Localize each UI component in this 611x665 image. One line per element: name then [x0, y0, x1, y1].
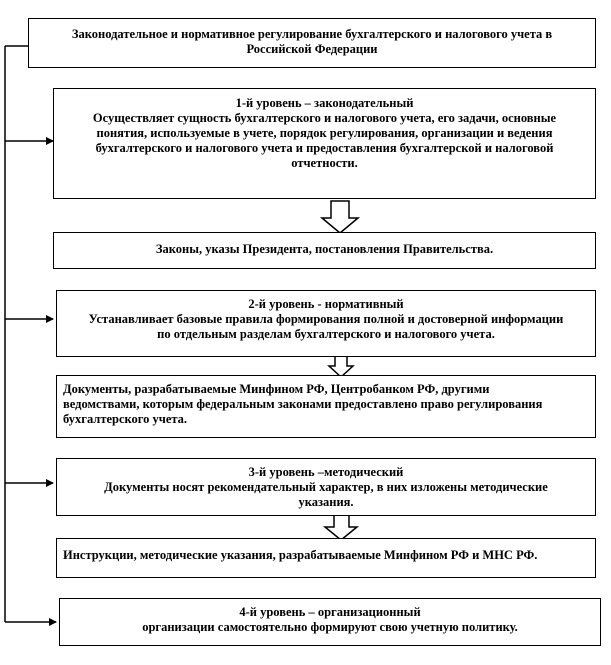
top-line-2: Российской Федерации: [246, 42, 378, 56]
level3-line-1: Документы носят рекомендательный характер, в них изложены методические: [104, 480, 548, 494]
level1-title: 1-й уровень – законодательный: [235, 96, 414, 110]
top-line-1: Законодательное и нормативное регулирование бухгалтерского и налогового учета в: [71, 27, 553, 41]
level1-line-3: бухгалтерского и налогового учета и предоставления бухгалтерской и налоговой: [95, 141, 554, 155]
level2-docs-line-2: ведомствами, которым федеральным законами предоставлено право регулирования: [63, 397, 543, 411]
level1-box: [53, 88, 596, 199]
level2-line-2: по отдельным разделам бухгалтерского и налогового учета.: [157, 327, 495, 341]
level4-box: [59, 598, 601, 646]
trunk-line: [5, 46, 28, 622]
level1-line-4: отчетности.: [291, 156, 358, 170]
level2-box: [56, 290, 596, 357]
level3-docs-text: Инструкции, методические указания, разрабатываемые Минфином РФ и МНС РФ.: [63, 548, 538, 562]
level4-line-1: организации самостоятельно формируют свою учетную политику.: [142, 620, 518, 634]
block-arrow-3: [325, 514, 357, 540]
level2-line-1: Устанавливает базовые правила формирования полной и достоверной информации: [88, 312, 564, 326]
level1-line-1: Осуществляет сущность бухгалтерского и налогового учета, его задачи, основные: [92, 111, 557, 125]
block-arrow-2: [329, 356, 353, 377]
block-arrow-1: [322, 201, 358, 233]
level3-box: [56, 458, 596, 516]
level3-title: 3-й уровень –методический: [248, 465, 404, 479]
top-box: [28, 18, 596, 68]
level1-docs-box: [53, 232, 596, 269]
level1-line-2: понятия, используемые в учете, порядок регулирования, организации и ведения: [96, 126, 553, 140]
level3-docs-box: [56, 538, 596, 578]
level4-title: 4-й уровень – организационный: [239, 605, 421, 619]
level2-docs-line-1: Документы, разрабатываемые Минфином РФ, Центробанком РФ, другими: [63, 382, 490, 396]
level1-docs-text: Законы, указы Президента, постановления Правительства.: [155, 242, 494, 256]
level2-docs-line-3: бухгалтерского учета.: [63, 412, 188, 426]
level3-line-2: указания.: [298, 495, 354, 509]
level2-title: 2-й уровень - нормативный: [248, 297, 404, 311]
level2-docs-box: [56, 375, 596, 438]
